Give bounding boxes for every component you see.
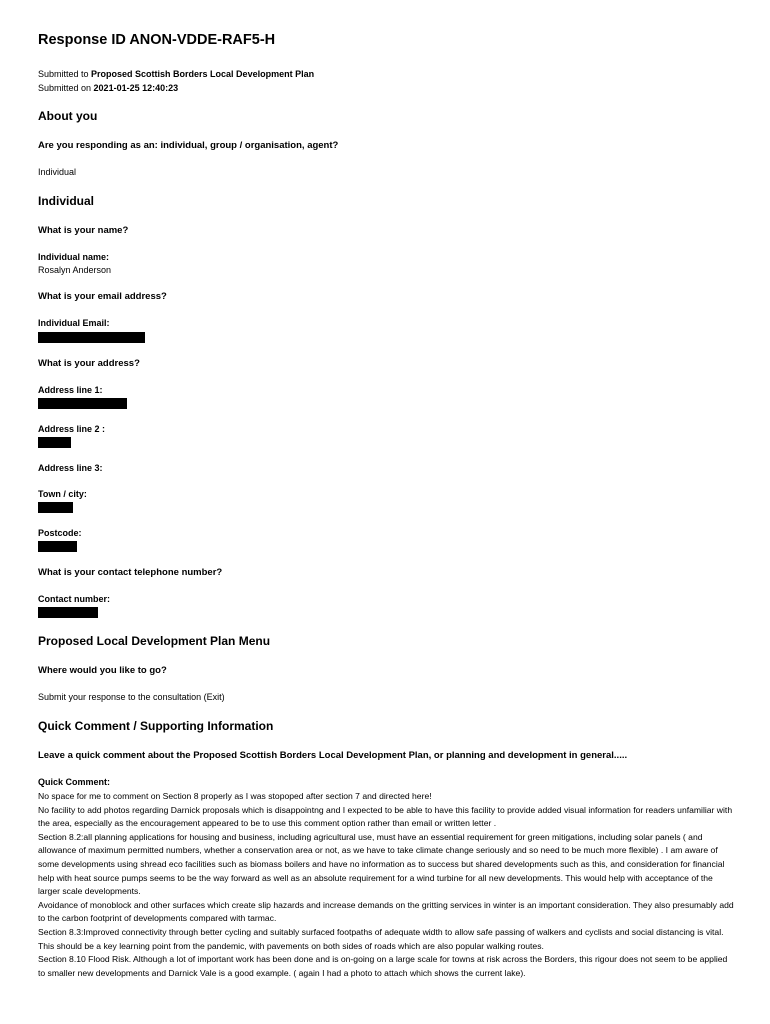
label-individual-name: Individual name: xyxy=(38,252,110,262)
redacted-address-line-2 xyxy=(38,437,71,448)
submitted-to-line xyxy=(38,69,314,79)
redacted-address-line-1 xyxy=(38,398,127,409)
submitted-on-prefix: Submitted on xyxy=(38,83,94,93)
question-quick-comment: Leave a quick comment about the Proposed Scottish Borders Local Development Plan, or planning and development in general..... xyxy=(38,750,628,761)
section-heading-quick-comment: Quick Comment / Supporting Information xyxy=(38,719,274,733)
redacted-contact-number xyxy=(38,607,98,618)
comment-paragraph: Section 8.3:Improved connectivity through better cycling and suitably surfaced footpaths of adequate width to allow safe passing of walkers and cyclists and social distancing is vital. This should be a key learning point from the pandemic, with pavements on both sides of roads which are also popular walking routes. xyxy=(38,926,724,951)
answer-where-to-go: Submit your response to the consultation (Exit) xyxy=(38,692,225,702)
question-name: What is your name? xyxy=(38,225,129,236)
label-address-line-3: Address line 3: xyxy=(38,463,103,473)
submitted-on-line xyxy=(38,83,178,93)
label-individual-email: Individual Email: xyxy=(38,318,110,328)
redacted-town-city xyxy=(38,502,73,513)
label-address-line-1: Address line 1: xyxy=(38,385,103,395)
label-town-city: Town / city: xyxy=(38,489,87,499)
answer-respondent-type: Individual xyxy=(38,167,77,177)
label-address-line-2: Address line 2 : xyxy=(38,424,106,434)
submitted-on-value: 2021-01-25 12:40:23 xyxy=(93,83,179,93)
comment-paragraph: Section 8.2:all planning applications for housing and business, including agricultural use, must have an essential requirement for green mitigations, including solar panels ( and allowance of maximum permitted numbers, whether a conservation area or not, as we have to take climate change seriously and so need to be much more flexible) . I am aware of some developments using shread eco facilities such as biomass boilers and have no information as to success but shared developments such as this, and consideration for financial help with heat source pumps seems to be the way forward as well as an absolute requirement for a wind turbine for all new developments. This would help with acceptance of the larger scale developments. xyxy=(38,831,725,897)
comment-paragraph: No space for me to comment on Section 8 properly as I was stopoped after section 7 and directed here! xyxy=(38,791,432,801)
question-telephone: What is your contact telephone number? xyxy=(38,567,223,578)
value-individual-name: Rosalyn Anderson xyxy=(38,265,112,275)
question-email: What is your email address? xyxy=(38,291,167,302)
comment-paragraph: Section 8.10 Flood Risk. Although a lot of important work has been done and is on-going on a large scale for towns at risk across the Borders, this rigour does not seem to be applied to smaller new developments and Darnick Vale is a good example. ( again I had a photo to attach which shows the current lake). xyxy=(38,954,728,978)
label-postcode: Postcode: xyxy=(38,528,82,538)
section-heading-about-you: About you xyxy=(38,109,98,123)
redacted-email xyxy=(38,332,145,343)
comment-paragraph: Avoidance of monoblock and other surfaces which create slip hazards and increase demands on the gritting services in winter is an important consideration. They also presumably add to the carbon footprint of developments compared with tarmac. xyxy=(38,899,734,924)
page-title: Response ID ANON-VDDE-RAF5-H xyxy=(38,32,276,48)
submitted-to-prefix: Submitted to xyxy=(38,69,92,79)
submitted-to-value: Proposed Scottish Borders Local Development Plan xyxy=(91,69,315,79)
section-heading-individual: Individual xyxy=(38,194,95,208)
quick-comment-body xyxy=(38,790,736,980)
redacted-postcode xyxy=(38,541,77,552)
question-where-to-go: Where would you like to go? xyxy=(38,665,167,676)
label-contact-number: Contact number: xyxy=(38,594,110,604)
question-address: What is your address? xyxy=(38,358,140,369)
label-quick-comment: Quick Comment: xyxy=(38,777,111,787)
comment-paragraph: No facility to add photos regarding Darnick proposals which is disappointng and I expected to be able to have this facility to provide added visual information for readers unfamiliar with the area, especially as the encouragement appeared to be to use this comment option rather than email or written letter . xyxy=(38,804,733,829)
section-heading-plan-menu: Proposed Local Development Plan Menu xyxy=(38,634,271,648)
question-respondent-type: Are you responding as an: individual, group / organisation, agent? xyxy=(38,140,339,151)
